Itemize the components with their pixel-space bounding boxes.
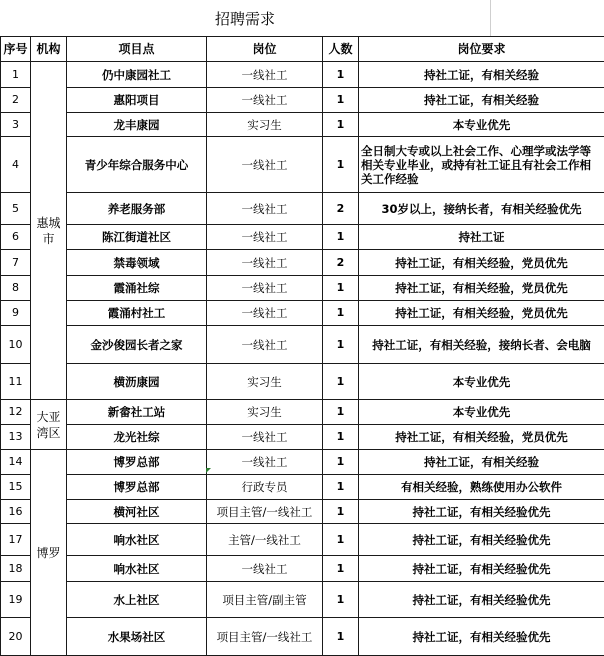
table-row xyxy=(1,88,604,113)
row-project: 养老服务部 xyxy=(67,193,207,225)
row-position: 实习生 xyxy=(207,400,323,425)
header-project: 项目点 xyxy=(67,37,207,62)
row-no: 1 xyxy=(1,62,31,88)
row-project: 金沙俊园长者之家 xyxy=(67,326,207,364)
row-no: 16 xyxy=(1,500,31,524)
row-count: 1 xyxy=(323,364,359,400)
row-position: 项目主管/副主管 xyxy=(207,582,323,618)
row-project: 水果场社区 xyxy=(67,618,207,656)
row-count: 1 xyxy=(323,137,359,193)
org-label: 惠城市 xyxy=(35,215,63,247)
table-row xyxy=(1,425,604,450)
row-requirement: 持社工证，有相关经验优先 xyxy=(359,556,604,582)
row-requirement: 本专业优先 xyxy=(359,364,604,400)
row-position: 一线社工 xyxy=(207,326,323,364)
table-row xyxy=(1,556,604,582)
recruitment-table xyxy=(0,36,604,656)
row-position: 一线社工 xyxy=(207,556,323,582)
title-divider xyxy=(490,0,491,36)
row-position: 一线社工 xyxy=(207,425,323,450)
row-project: 青少年综合服务中心 xyxy=(67,137,207,193)
row-position: 一线社工 xyxy=(207,88,323,113)
table-row xyxy=(1,618,604,656)
row-no: 19 xyxy=(1,582,31,618)
table-row xyxy=(1,137,604,193)
row-no: 7 xyxy=(1,250,31,276)
row-project: 霞涌村社工 xyxy=(67,301,207,326)
row-position: 一线社工 xyxy=(207,62,323,88)
table-row xyxy=(1,364,604,400)
row-requirement: 本专业优先 xyxy=(359,400,604,425)
row-position: 项目主管/一线社工 xyxy=(207,500,323,524)
table-row xyxy=(1,326,604,364)
row-count: 1 xyxy=(323,556,359,582)
row-project: 博罗总部 xyxy=(67,450,207,475)
org-cell-daya xyxy=(31,400,67,450)
org-label: 大亚湾区 xyxy=(35,409,63,441)
row-position: 项目主管/一线社工 xyxy=(207,618,323,656)
row-count: 1 xyxy=(323,618,359,656)
row-project: 水上社区 xyxy=(67,582,207,618)
row-no: 10 xyxy=(1,326,31,364)
row-requirement: 持社工证，有相关经验 xyxy=(359,88,604,113)
row-requirement: 持社工证，有相关经验优先 xyxy=(359,618,604,656)
row-requirement: 持社工证 xyxy=(359,225,604,250)
row-project: 仍中康园社工 xyxy=(67,62,207,88)
row-no: 14 xyxy=(1,450,31,475)
row-project: 禁毒领域 xyxy=(67,250,207,276)
row-no: 17 xyxy=(1,524,31,556)
table-row xyxy=(1,524,604,556)
row-project: 陈江街道社区 xyxy=(67,225,207,250)
row-no: 18 xyxy=(1,556,31,582)
table-row xyxy=(1,450,604,475)
row-project: 新畲社工站 xyxy=(67,400,207,425)
row-project: 霞涌社综 xyxy=(67,276,207,301)
row-count: 1 xyxy=(323,582,359,618)
row-position: 一线社工 xyxy=(207,137,323,193)
row-no: 5 xyxy=(1,193,31,225)
row-position: 一线社工 xyxy=(207,450,323,475)
table-row xyxy=(1,113,604,137)
row-no: 13 xyxy=(1,425,31,450)
row-no: 4 xyxy=(1,137,31,193)
row-requirement: 30岁以上，接纳长者，有相关经验优先 xyxy=(359,193,604,225)
row-count: 1 xyxy=(323,88,359,113)
row-requirement: 持社工证，有相关经验，党员优先 xyxy=(359,276,604,301)
row-requirement: 持社工证，有相关经验 xyxy=(359,450,604,475)
row-count: 1 xyxy=(323,475,359,500)
header-requirement: 岗位要求 xyxy=(359,37,604,62)
header-count: 人数 xyxy=(323,37,359,62)
table-row xyxy=(1,250,604,276)
row-project: 响水社区 xyxy=(67,524,207,556)
row-position: 主管/一线社工 xyxy=(207,524,323,556)
sheet-title: 招聘需求 xyxy=(0,0,490,36)
row-requirement: 持社工证，有相关经验，党员优先 xyxy=(359,301,604,326)
row-position: 一线社工 xyxy=(207,250,323,276)
row-position: 一线社工 xyxy=(207,276,323,301)
row-count: 2 xyxy=(323,250,359,276)
row-position: 实习生 xyxy=(207,364,323,400)
row-project: 响水社区 xyxy=(67,556,207,582)
org-label: 博罗 xyxy=(35,545,63,561)
org-cell-boluo xyxy=(31,450,67,656)
row-no: 12 xyxy=(1,400,31,425)
row-project: 龙光社综 xyxy=(67,425,207,450)
title-row xyxy=(0,0,604,36)
header-org: 机构 xyxy=(31,37,67,62)
row-project: 龙丰康园 xyxy=(67,113,207,137)
row-project: 博罗总部 xyxy=(67,475,207,500)
row-count: 1 xyxy=(323,276,359,301)
row-requirement: 持社工证，有相关经验优先 xyxy=(359,524,604,556)
row-project: 惠阳项目 xyxy=(67,88,207,113)
row-project: 横沥康园 xyxy=(67,364,207,400)
row-position: 实习生 xyxy=(207,113,323,137)
row-requirement: 持社工证，有相关经验优先 xyxy=(359,500,604,524)
row-no: 20 xyxy=(1,618,31,656)
cell-comment-marker xyxy=(206,468,211,473)
row-position: 一线社工 xyxy=(207,301,323,326)
org-cell-huicheng xyxy=(31,62,67,400)
row-no: 8 xyxy=(1,276,31,301)
row-position: 行政专员 xyxy=(207,475,323,500)
table-row xyxy=(1,276,604,301)
header-row xyxy=(1,37,604,62)
table-row xyxy=(1,62,604,88)
row-count: 1 xyxy=(323,524,359,556)
row-no: 2 xyxy=(1,88,31,113)
row-no: 9 xyxy=(1,301,31,326)
row-no: 3 xyxy=(1,113,31,137)
row-count: 1 xyxy=(323,500,359,524)
table-row xyxy=(1,225,604,250)
table-row xyxy=(1,301,604,326)
header-no: 序号 xyxy=(1,37,31,62)
row-requirement: 持社工证，有相关经验，党员优先 xyxy=(359,425,604,450)
row-requirement: 本专业优先 xyxy=(359,113,604,137)
row-requirement: 持社工证，有相关经验优先 xyxy=(359,582,604,618)
row-requirement: 持社工证，有相关经验，党员优先 xyxy=(359,250,604,276)
table-row xyxy=(1,193,604,225)
row-requirement: 有相关经验，熟练使用办公软件 xyxy=(359,475,604,500)
row-requirement: 持社工证，有相关经验 xyxy=(359,62,604,88)
table-row xyxy=(1,400,604,425)
row-no: 6 xyxy=(1,225,31,250)
row-position: 一线社工 xyxy=(207,225,323,250)
row-count: 2 xyxy=(323,193,359,225)
row-requirement: 全日制大专或以上社会工作、心理学或法学等相关专业毕业，或持有社工证且有社会工作相关工作经验 xyxy=(359,137,604,193)
header-position: 岗位 xyxy=(207,37,323,62)
row-count: 1 xyxy=(323,326,359,364)
row-no: 11 xyxy=(1,364,31,400)
row-requirement: 持社工证，有相关经验，接纳长者、会电脑 xyxy=(359,326,604,364)
row-position: 一线社工 xyxy=(207,193,323,225)
row-count: 1 xyxy=(323,425,359,450)
table-row xyxy=(1,475,604,500)
row-count: 1 xyxy=(323,225,359,250)
table-row xyxy=(1,500,604,524)
row-count: 1 xyxy=(323,400,359,425)
table-row xyxy=(1,582,604,618)
row-no: 15 xyxy=(1,475,31,500)
row-project: 横河社区 xyxy=(67,500,207,524)
row-count: 1 xyxy=(323,450,359,475)
row-count: 1 xyxy=(323,62,359,88)
row-count: 1 xyxy=(323,113,359,137)
row-count: 1 xyxy=(323,301,359,326)
